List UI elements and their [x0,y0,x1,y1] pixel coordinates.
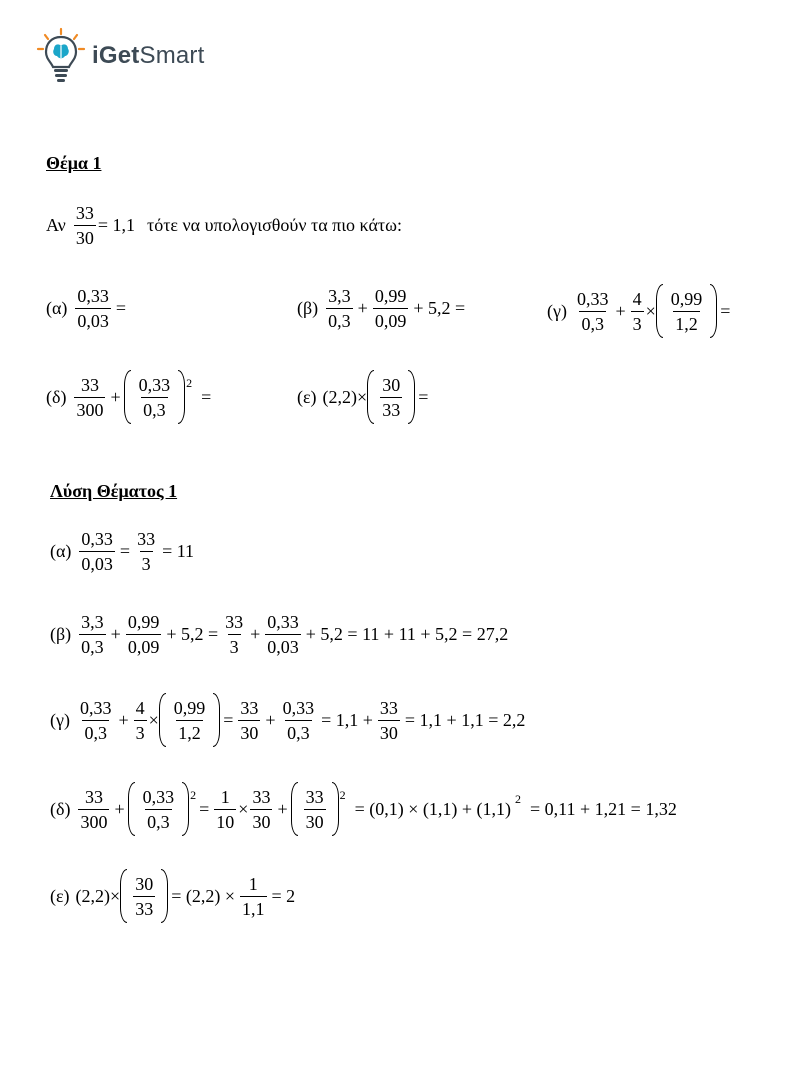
fraction: $\frac{0,33}{0,3}$ [282,697,315,743]
fraction: $\frac{33}{30}$ [240,697,259,743]
result: = 1,1 + 1,1 = 2,2 [404,709,526,730]
problem-intro [46,201,402,250]
result: = 0,11 + 1,21 = 1,32 [530,798,677,819]
brand-logo[interactable] [36,27,205,85]
item-label: (γ) [50,709,70,730]
exponent: 2 [515,792,522,806]
fraction: $\frac{33}{30}$ [379,697,398,743]
intro-text: τότε να υπολογισθούν τα πιο κάτω: [146,215,402,235]
plus: + [265,709,276,730]
lightbulb-brain-icon [36,27,86,85]
parenthesis-group [159,693,221,747]
problem-title: Θέμα 1 [46,153,102,173]
fraction: $\frac{0,33}{0,03}$ [77,286,109,331]
parenthesis-group [120,869,168,923]
fraction: $\frac{1}{1,1}$ [242,873,265,919]
intro-prefix: Αν [46,215,66,235]
fraction: $\frac{0,99}{0,09}$ [374,286,407,331]
tail: + 5,2 = [413,298,466,318]
exponent: 2 [339,788,346,802]
plus: + [114,798,125,819]
problem-c [547,284,733,338]
item-label: (β) [50,624,72,644]
plus: + [615,300,626,321]
times: × [645,300,656,321]
item-label: (ε) [50,885,70,906]
fraction: $\frac{30}{33}$ [382,374,401,420]
fraction: $\frac{0,33}{0,03}$ [267,612,299,657]
fraction: $\frac{3,3}{0,3}$ [328,286,351,331]
fraction: $\frac{0,33}{0,03}$ [81,529,113,574]
fraction: $\frac{33}{3}$ [137,529,156,574]
plus: + [250,624,261,644]
equals: = [720,300,731,321]
times: × [357,386,368,407]
plus: + [110,386,121,407]
problem-d [46,370,214,424]
fraction: $\frac{33}{30}$ [252,786,271,832]
parenthesis-group [656,284,718,338]
item-label: (α) [46,298,68,318]
equals: = [119,541,131,561]
fraction: $\frac{3,3}{0,3}$ [81,612,104,657]
exponent: 2 [186,376,193,390]
fraction: $\frac{33}{30}$ [305,786,324,832]
parenthesis-group [128,782,190,836]
fraction: $\frac{33}{300}$ [76,374,104,420]
parenthesis-group [367,370,415,424]
problem-a [46,284,129,333]
given-result: = 1,1 [97,215,135,235]
fraction: $\frac{30}{33}$ [135,873,154,919]
fraction: $\frac{0,33}{0,3}$ [79,697,112,743]
item-label: (δ) [46,386,67,407]
mid: = (2,2) × [171,885,235,906]
plus: + [110,624,121,644]
solution-a [50,527,197,576]
item-label: (α) [50,541,72,561]
result: = 11 [162,541,195,561]
fraction: $\frac{0,99}{0,09}$ [127,612,160,657]
fraction: $\frac{1}{10}$ [216,786,235,832]
brand-suffix: Smart [139,42,205,69]
plus: + [277,798,288,819]
equals: = [223,709,234,730]
result: + 5,2 = 11 + 11 + 5,2 = 27,2 [305,624,509,644]
item-label: (β) [297,298,319,318]
fraction: $\frac{4}{3}$ [632,288,642,334]
solution-title: Λύση Θέματος 1 [50,481,178,501]
parenthesis-group [291,782,339,836]
times: × [238,798,249,819]
item-label: (ε) [297,386,317,407]
parenthesis-group [124,370,186,424]
problem-e [297,370,431,424]
mid: = 1,1 + [321,709,373,730]
fraction: $\frac{33}{300}$ [80,786,108,832]
item-label: (γ) [547,300,567,321]
fraction: $\frac{0,33}{0,3}$ [576,288,609,334]
equals: = [115,298,127,318]
plus: + [357,298,368,318]
fraction: $\frac{0,33}{0,3}$ [142,786,175,832]
fraction: $\frac{0,99}{1,2}$ [173,697,206,743]
solution-c [50,693,528,747]
solution-d [50,782,680,836]
fraction: $\frac{0,99}{1,2}$ [670,288,703,334]
exponent: 2 [190,788,197,802]
brand-prefix: iGet [92,42,140,69]
mid: = (0,1) × (1,1) + (1,1) [354,798,512,819]
problem-b [297,284,468,333]
equals: = [418,386,429,407]
factor: (2,2) [322,386,358,407]
fraction: $\frac{0,33}{0,3}$ [138,374,171,420]
result: = 2 [271,885,296,906]
equals: = [199,798,210,819]
solution-b [50,610,511,659]
plus: + [118,709,129,730]
item-label: (δ) [50,798,71,819]
times: × [148,709,159,730]
times: × [110,885,121,906]
solution-e [50,869,298,923]
fraction: $\frac{33}{3}$ [225,612,244,657]
mid: + 5,2 = [166,624,219,644]
fraction: $\frac{33}{30}$ [75,203,94,248]
fraction: $\frac{4}{3}$ [135,697,145,743]
factor: (2,2) [75,885,111,906]
equals: = [201,386,212,407]
brand-name [92,42,205,70]
